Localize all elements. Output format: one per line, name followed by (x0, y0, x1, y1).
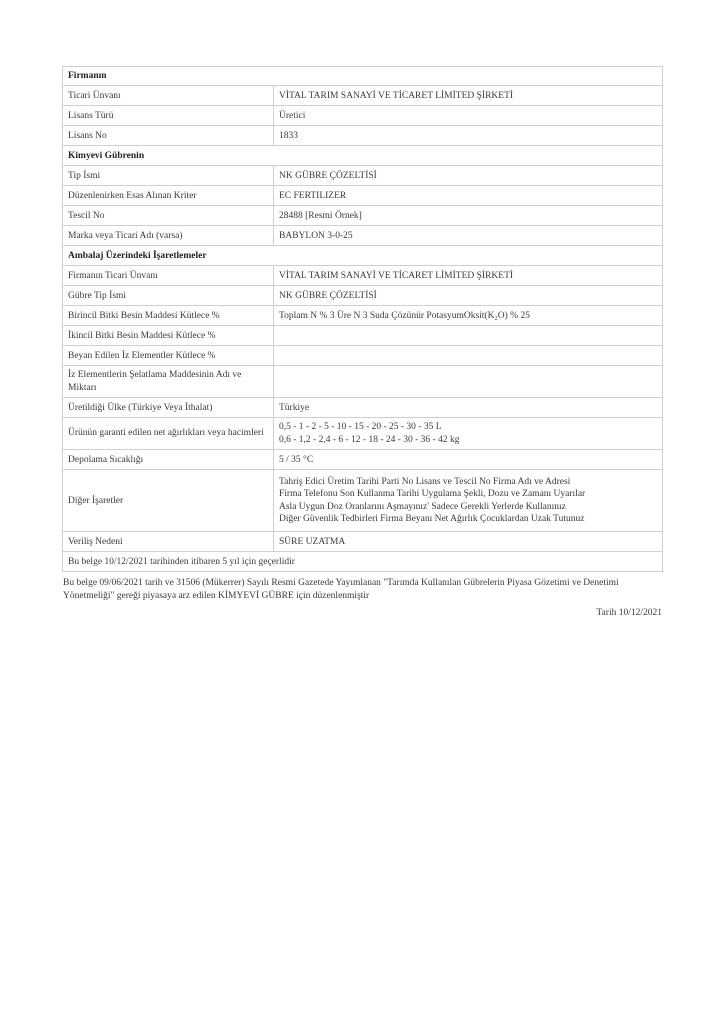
section-title: Ambalaj Üzerindeki İşaretlemeler (63, 246, 663, 266)
row-value: VİTAL TARIM SANAYİ VE TİCARET LİMİTED ŞİRKETİ (274, 86, 663, 106)
row-label: Firmanın Ticari Ünvanı (63, 266, 274, 286)
row-label: Beyan Edilen İz Elementler Kütlece % (63, 346, 274, 366)
row-label: Ticari Ünvanı (63, 86, 274, 106)
section-title: Firmanın (63, 67, 663, 86)
row-value (274, 366, 663, 398)
section-header-firm (63, 67, 663, 86)
row-value: VİTAL TARIM SANAYİ VE TİCARET LİMİTED ŞİRKETİ (274, 266, 663, 286)
document-date: Tarih 10/12/2021 (596, 608, 662, 618)
table-row (63, 532, 663, 552)
row-value: 28488 [Resmi Örnek] (274, 206, 663, 226)
row-value: Türkiye (274, 398, 663, 418)
row-value: 5 / 35 °C (274, 450, 663, 470)
row-label: Lisans Türü (63, 106, 274, 126)
validity-row (63, 552, 663, 572)
row-value: BABYLON 3-0-25 (274, 226, 663, 246)
regulation-note: Bu belge 09/06/2021 tarih ve 31506 (Mükerrer) Sayılı Resmi Gazetede Yayımlanan "Tarımda Kullanılan Gübrelerin Piyasa Gözetimi ve Denetimi Yönetmeliği" gereği piyasaya arz edilen KİMYEVİ GÜBRE için düzenlenmiştir (63, 578, 619, 601)
table-row (63, 186, 663, 206)
row-label: Diğer İşaretler (63, 470, 274, 532)
row-label: Ürünün garanti edilen net ağırlıkları veya hacimleri (63, 418, 274, 450)
table-row (63, 266, 663, 286)
table-row (63, 86, 663, 106)
row-value: NK GÜBRE ÇÖZELTİSİ (274, 166, 663, 186)
row-value: NK GÜBRE ÇÖZELTİSİ (274, 286, 663, 306)
value-line: 0,5 - 1 - 2 - 5 - 10 - 15 - 20 - 25 - 30 - 35 L (279, 422, 442, 432)
table-row (63, 326, 663, 346)
section-title: Kimyevi Gübrenin (63, 146, 663, 166)
table-row (63, 306, 663, 326)
row-label: Lisans No (63, 126, 274, 146)
row-value: Üretici (274, 106, 663, 126)
row-label: Tescil No (63, 206, 274, 226)
table-row (63, 398, 663, 418)
registration-table (62, 66, 663, 572)
row-label: Veriliş Nedeni (63, 532, 274, 552)
row-label: Depolama Sıcaklığı (63, 450, 274, 470)
table-row (63, 366, 663, 398)
table-row (63, 286, 663, 306)
table-row (63, 166, 663, 186)
table-row (63, 106, 663, 126)
row-value (274, 418, 663, 450)
row-label: Marka veya Ticari Adı (varsa) (63, 226, 274, 246)
table-row (63, 470, 663, 532)
row-label: Üretildiği Ülke (Türkiye Veya İthalat) (63, 398, 274, 418)
row-value: SÜRE UZATMA (274, 532, 663, 552)
row-value (274, 326, 663, 346)
table-row (63, 126, 663, 146)
table-row (63, 346, 663, 366)
row-label: Tip İsmi (63, 166, 274, 186)
document (62, 66, 662, 618)
table-row (63, 450, 663, 470)
row-label: Düzenlenirken Esas Alınan Kriter (63, 186, 274, 206)
row-value: EC FERTILIZER (274, 186, 663, 206)
table-row (63, 418, 663, 450)
validity-text: Bu belge 10/12/2021 tarihinden itibaren 5 yıl için geçerlidir (63, 552, 663, 572)
table-row (63, 206, 663, 226)
row-label: İkincil Bitki Besin Maddesi Kütlece % (63, 326, 274, 346)
row-label: Birincil Bitki Besin Maddesi Kütlece % (63, 306, 274, 326)
row-value: 1833 (274, 126, 663, 146)
row-value (274, 346, 663, 366)
value-line: Firma Telefonu Son Kullanma Tarihi Uygulama Şekli, Dozu ve Zamanı Uyarılar (279, 489, 586, 499)
section-header-fertilizer (63, 146, 663, 166)
value-line: 0,6 - 1,2 - 2,4 - 6 - 12 - 18 - 24 - 30 - 36 - 42 kg (279, 434, 460, 445)
row-value (274, 470, 663, 532)
value-line: Asla Uygun Doz Oranlarını Aşmayınız' Sadece Gerekli Yerlerde Kullanınız (279, 501, 566, 512)
section-header-packaging (63, 246, 663, 266)
value-line: Diğer Güvenlik Tedbirleri Firma Beyanı Net Ağırlık Çocuklardan Uzak Tutunuz (279, 514, 585, 524)
table-row (63, 226, 663, 246)
value-line: Tahriş Edici Üretim Tarihi Parti No Lisans ve Tescil No Firma Adı ve Adresi (279, 476, 571, 487)
row-label: Gübre Tip İsmi (63, 286, 274, 306)
row-label: İz Elementlerin Şelatlama Maddesinin Adı ve Miktarı (63, 366, 274, 398)
row-value: Toplam N % 3 Üre N 3 Suda Çözünür PotasyumOksit(K₂O) % 25 (274, 306, 663, 326)
